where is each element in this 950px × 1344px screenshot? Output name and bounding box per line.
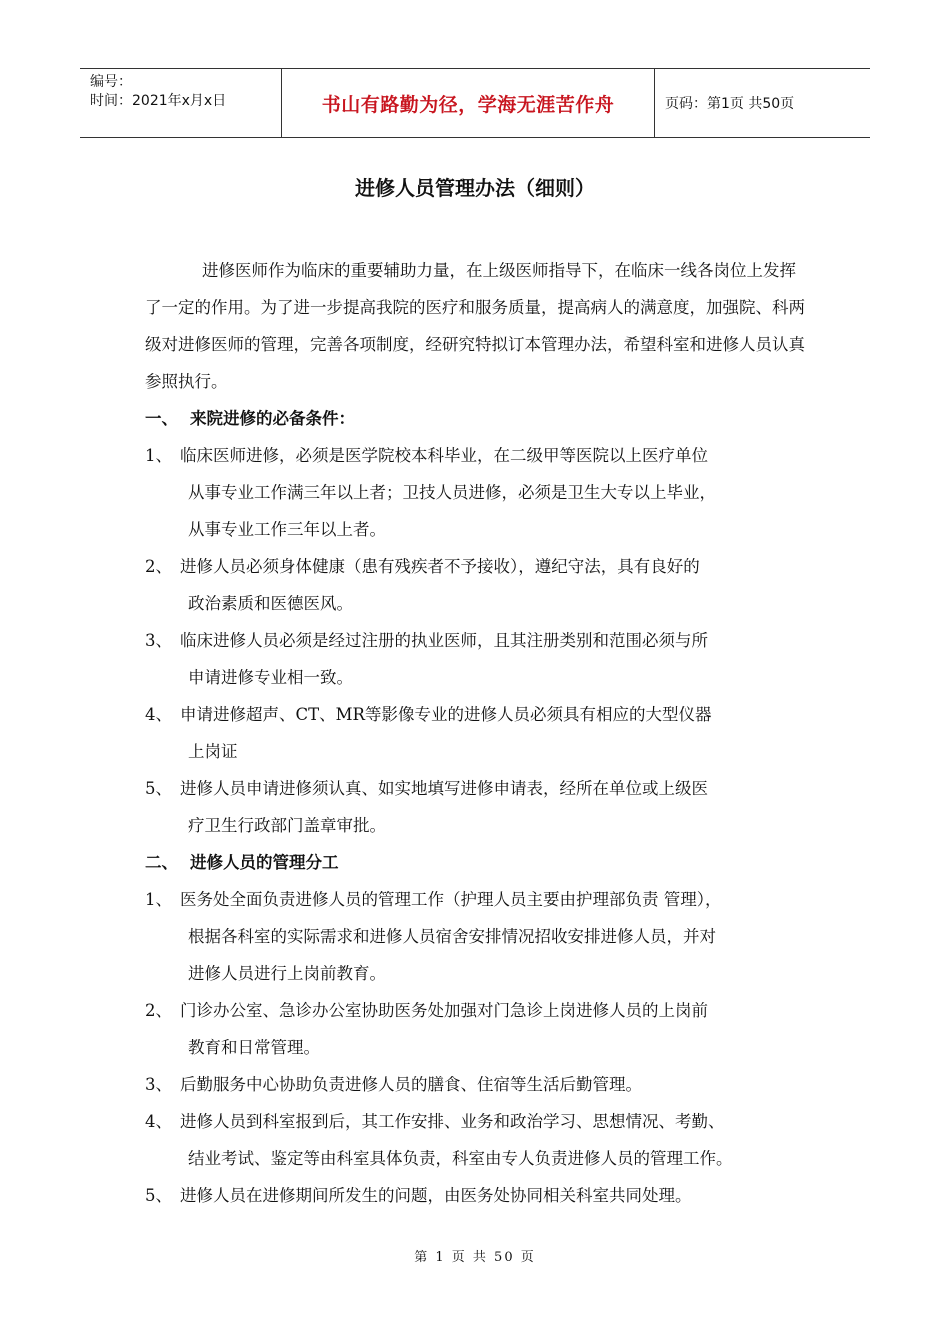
list-item [145, 1103, 810, 1177]
list-item-number: 5、 [145, 779, 172, 798]
list-item-line: 申请进修超声、CT、MR等影像专业的进修人员必须具有相应的大型仪器 [180, 705, 712, 724]
list-item-line: 政治素质和医德医风。 [188, 594, 353, 613]
list-item [145, 622, 810, 696]
intro-paragraph [145, 252, 810, 400]
list-item [145, 437, 810, 548]
list-item-number: 5、 [145, 1186, 172, 1205]
list-item-line: 后勤服务中心协助负责进修人员的膳食、住宿等生活后勤管理。 [180, 1075, 642, 1094]
list-item-text [180, 622, 810, 696]
section-number: 一、 [145, 409, 178, 428]
list-item [145, 1066, 810, 1103]
sections-container [145, 400, 810, 1214]
list-item-line: 临床进修人员必须是经过注册的执业医师，且其注册类别和范围必须与所 [180, 631, 708, 650]
list-item-text [180, 696, 810, 770]
section-heading [145, 844, 810, 881]
list-item-line: 门诊办公室、急诊办公室协助医务处加强对门急诊上岗进修人员的上岗前 [180, 1001, 708, 1020]
list-item-text [180, 881, 810, 992]
list-item-line: 从事专业工作三年以上者。 [188, 520, 386, 539]
list-item-number: 1、 [145, 446, 172, 465]
list-item-number: 2、 [145, 557, 172, 576]
intro-line: 岗位上发挥了一定的作用。为了进一步提高我院的医疗和服务质量，提高病人 [145, 261, 796, 317]
list-item-line: 教育和日常管理。 [188, 1038, 320, 1057]
list-item-line: 进修人员到科室报到后，其工作安排、业务和政治学习、思想情况、考勤、 [180, 1112, 725, 1131]
list-item-line: 疗卫生行政部门盖章审批。 [188, 816, 386, 835]
section-title: 进修人员的管理分工 [190, 853, 339, 872]
list-item-line: 申请进修专业相一致。 [188, 668, 353, 687]
intro-line: 进修医师作为临床的重要辅助力量，在上级医师指导下，在临床一线各 [202, 261, 714, 280]
number-label: 编号： [90, 74, 132, 90]
list-item-line: 进修人员必须身体健康（患有残疾者不予接收），遵纪守法，具有良好的 [180, 557, 700, 576]
list-item-text [180, 1177, 810, 1214]
list-item-line: 根据各科室的实际需求和进修人员宿舍安排情况招收安排进修人员，并对 [188, 927, 716, 946]
list-item-line: 进修人员在进修期间所发生的问题，由医务处协同相关科室共同处理。 [180, 1186, 692, 1205]
list-item-number: 3、 [145, 1075, 172, 1094]
list-item [145, 992, 810, 1066]
list-item-text [180, 770, 810, 844]
intro-line: 本管理办法，希望科室和进修人员认真参照执行。 [145, 335, 805, 391]
list-item-number: 1、 [145, 890, 172, 909]
section-number: 二、 [145, 853, 178, 872]
header-page-info: 页码：第1页 共50页 [665, 96, 795, 112]
list-item [145, 1177, 810, 1214]
document-body [145, 252, 810, 1214]
list-item-number: 4、 [145, 705, 172, 724]
time-label: 时间：2021年x月x日 [90, 93, 227, 109]
list-item-text [180, 992, 810, 1066]
list-item-line: 进修人员进行上岗前教育。 [188, 964, 386, 983]
list-item-line: 结业考试、鉴定等由科室具体负责，科室由专人负责进修人员的管理工作。 [188, 1149, 733, 1168]
page-footer: 第 1 页 共 50 页 [414, 1250, 536, 1265]
list-item-line: 进修人员申请进修须认真、如实地填写进修申请表，经所在单位或上级医 [180, 779, 708, 798]
list-item-text [180, 1103, 810, 1177]
section-title: 来院进修的必备条件： [190, 409, 355, 428]
list-item-number: 2、 [145, 1001, 172, 1020]
list-item [145, 881, 810, 992]
header-slogan: 书山有路勤为径，学海无涯苦作舟 [282, 69, 655, 137]
list-item-line: 从事专业工作满三年以上者；卫技人员进修，必须是卫生大专以上毕业， [188, 483, 716, 502]
list-item-text [180, 437, 810, 548]
list-item [145, 548, 810, 622]
list-item-number: 3、 [145, 631, 172, 650]
list-item-line: 上岗证 [188, 742, 238, 761]
header-table [80, 68, 870, 138]
list-item [145, 696, 810, 770]
list-item-number: 4、 [145, 1112, 172, 1131]
list-item-line: 临床医师进修，必须是医学院校本科毕业，在二级甲等医院以上医疗单位 [180, 446, 708, 465]
header-meta-cell [80, 69, 282, 137]
intro-line: 的满意度，加强院、科两级对进修医师的管理，完善各项制度，经研究特拟订 [145, 298, 805, 354]
list-item-line: 医务处全面负责进修人员的管理工作（护理人员主要由护理部负责 管理）， [180, 890, 722, 909]
section-heading [145, 400, 810, 437]
document-title: 进修人员管理办法（细则） [355, 176, 595, 200]
list-item-text [180, 1066, 810, 1103]
list-item [145, 770, 810, 844]
list-item-text [180, 548, 810, 622]
